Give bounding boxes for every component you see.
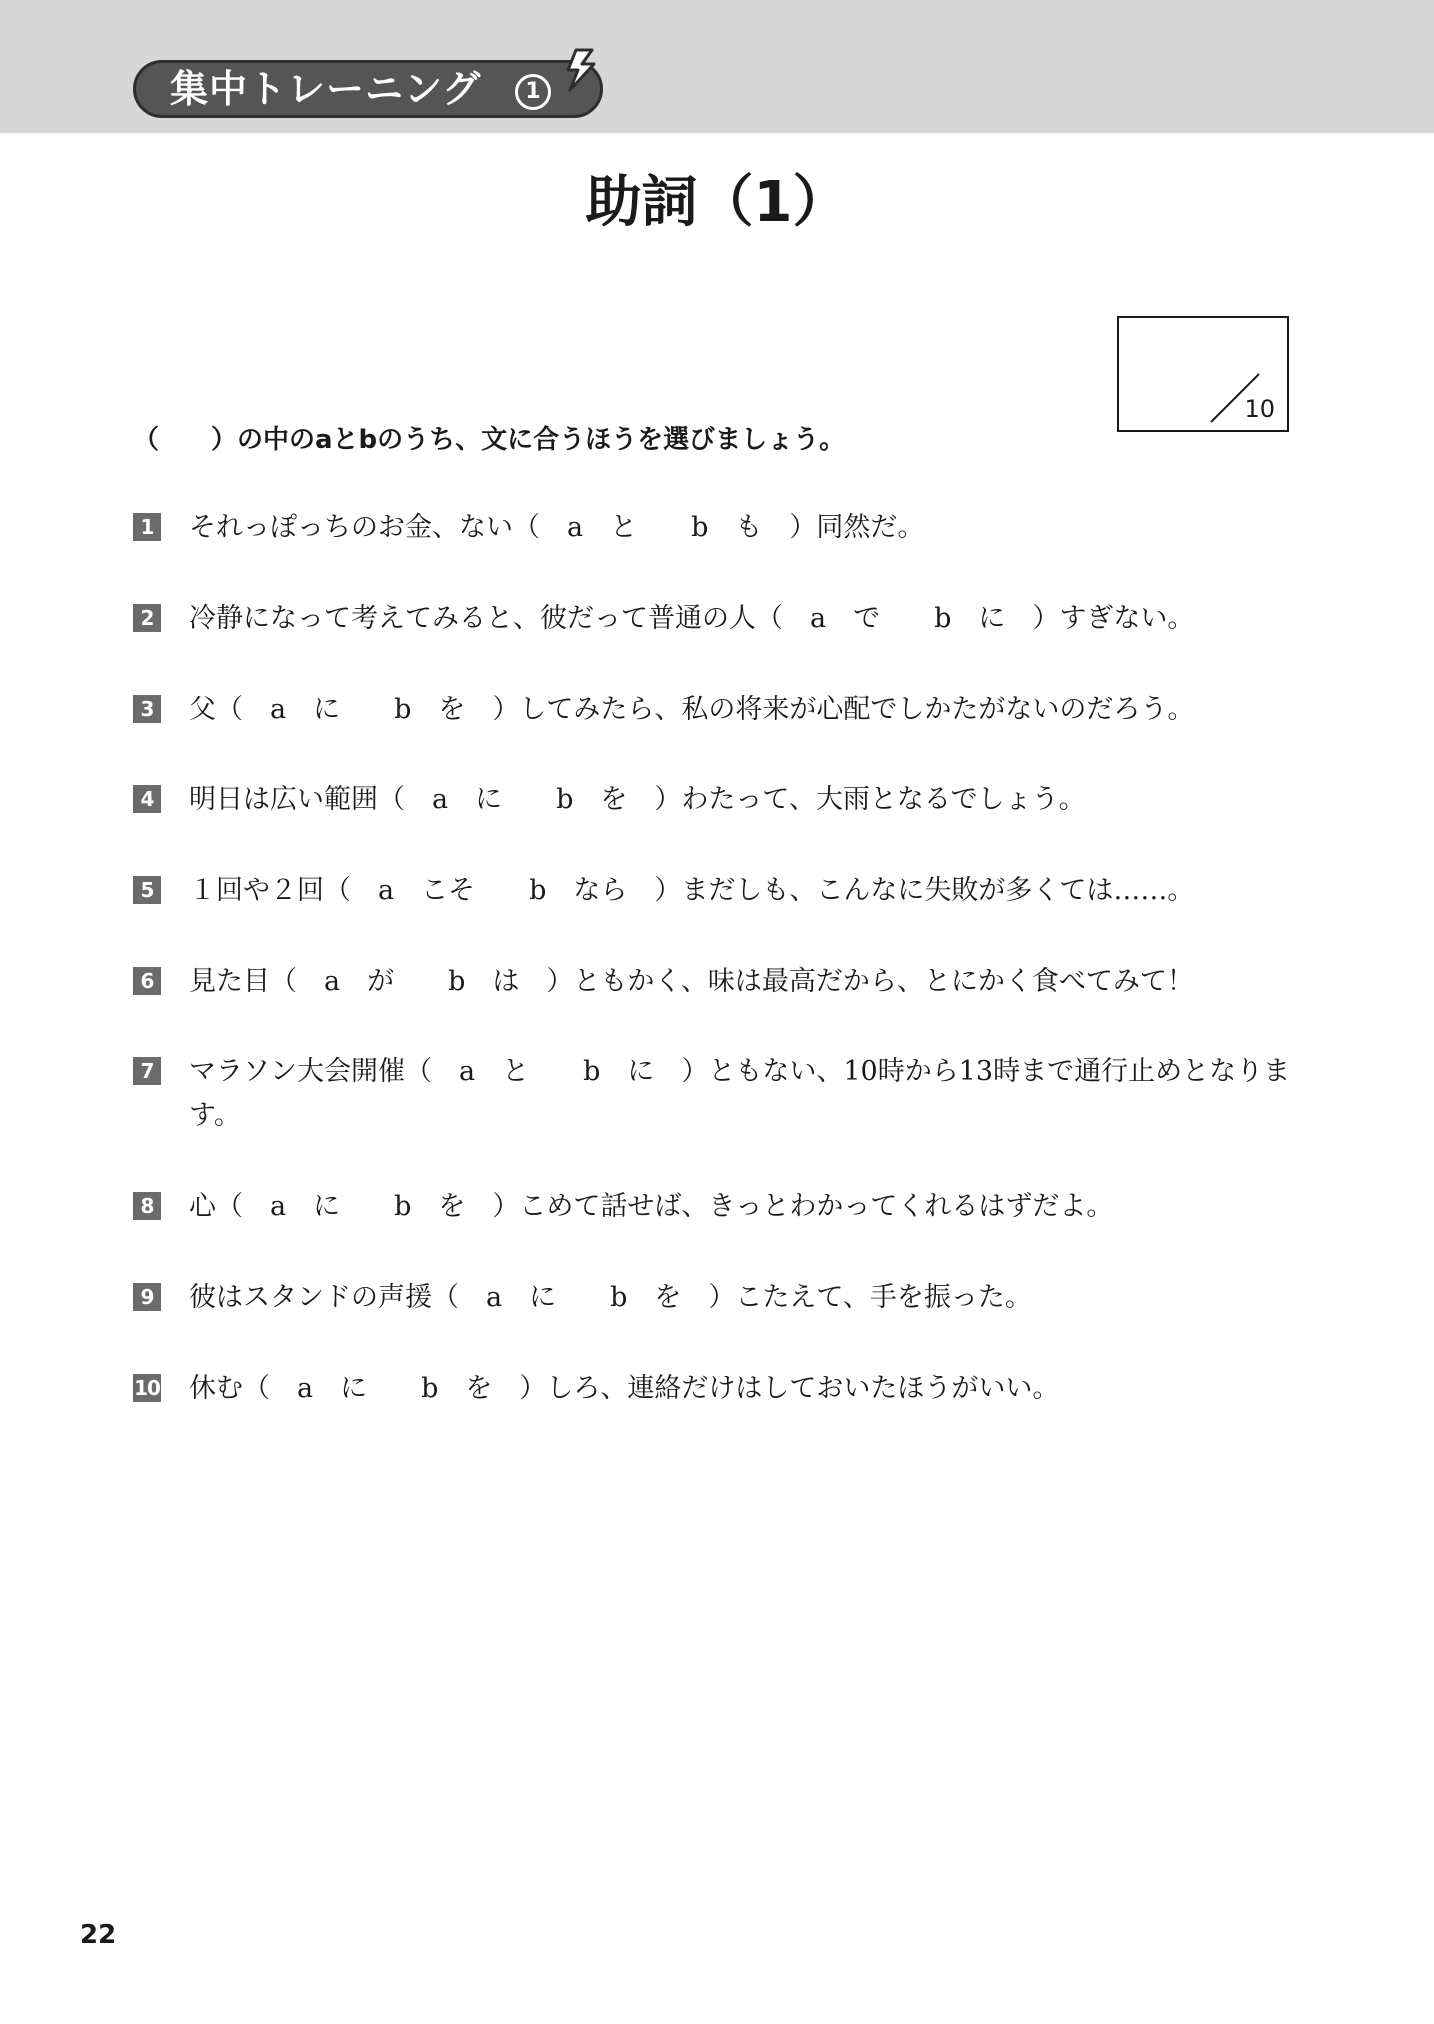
question-text: 心（ a に b を ）こめて話せば、きっとわかってくれるはずだよ。 [189, 1191, 1114, 1222]
question-number-badge: 6 [133, 967, 161, 995]
instructions: （ ）の中のaとbのうち、文に合うほうを選びましょう。 [133, 425, 846, 455]
question-text: 父（ a に b を ）してみたら、私の将来が心配でしかたがないのだろう。 [189, 694, 1195, 725]
page-number: 22 [80, 1920, 117, 1950]
question-text: マラソン大会開催（ a と b に ）ともない、10時から13時まで通行止めとなります。 [189, 1056, 1291, 1131]
question-text: 見た目（ a が b は ）ともかく、味は最高だから、とにかく食べてみて！ [189, 966, 1194, 997]
question-text: 休む（ a に b を ）しろ、連絡だけはしておいたほうがいい。 [189, 1373, 1060, 1404]
question-number-badge: 4 [133, 785, 161, 813]
question-number-badge: 7 [133, 1057, 161, 1085]
question-number-badge: 1 [133, 513, 161, 541]
question-number-badge: 10 [134, 1376, 160, 1400]
question-text: 冷静になって考えてみると、彼だって普通の人（ a で b に ）すぎない。 [189, 603, 1195, 634]
question-text: 彼はスタンドの声援（ a に b を ）こたえて、手を振った。 [189, 1282, 1032, 1313]
question-number-badge: 3 [133, 695, 161, 723]
page-title: 助詞（1） [585, 170, 849, 235]
question-number-badge: 9 [133, 1283, 161, 1311]
question-number-badge: 2 [133, 604, 161, 632]
question-text: 明日は広い範囲（ a に b を ）わたって、大雨となるでしょう。 [189, 784, 1086, 815]
section-title: 集中トレーニング [170, 67, 482, 111]
section-number-badge: 1 [515, 74, 551, 110]
question-number-badge: 8 [133, 1192, 161, 1220]
score-total: 10 [1244, 395, 1275, 423]
question-text: １回や２回（ a こそ b なら ）まだしも、こんなに失敗が多くては……。 [189, 875, 1195, 906]
lightning-bolt-icon [562, 48, 596, 92]
question-text: それっぽっちのお金、ない（ a と b も ）同然だ。 [189, 512, 925, 543]
score-box [1117, 316, 1289, 432]
question-number-badge: 5 [133, 876, 161, 904]
